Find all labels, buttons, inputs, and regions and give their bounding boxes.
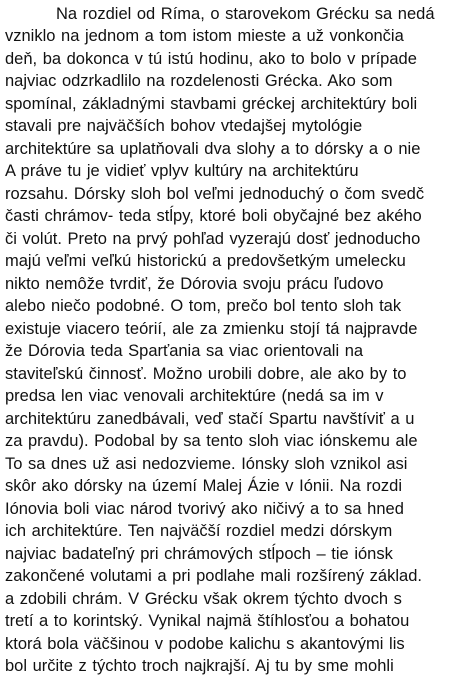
- text-line: alebo niečo podobné. O tom, prečo bol tento sloh tak: [5, 297, 402, 315]
- text-line: nikto nemôže tvrdiť, že Dórovia svoju prácu ľudovo: [5, 275, 384, 293]
- text-line: najviac odzrkadlilo na rozdelenosti Grécka. Ako som: [5, 72, 393, 90]
- text-line: rozsahu. Dórsky sloh bol veľmi jednoduchý o čom svedč: [5, 185, 425, 203]
- text-line: Iónovia boli viac národ tvorivý ako ničivý a to sa hned: [5, 500, 404, 518]
- text-line: skôr ako dórsky na území Malej Ázie v Iónii. Na rozdi: [5, 477, 402, 495]
- text-line: najviac badateľný pri chrámových stĺpoch – tie iónsk: [5, 545, 393, 563]
- text-line: existuje viacero teórií, ale za zmienku stojí tá najpravde: [5, 320, 418, 338]
- text-line: Na rozdiel od Ríma, o starovekom Grécku sa nedá: [56, 5, 435, 23]
- text-line: majú veľmi veľkú historickú a predovšetkým umelecku: [5, 252, 406, 270]
- text-line: To sa dnes už asi nedozvieme. Iónsky sloh vznikol asi: [5, 455, 408, 473]
- text-line: časti chrámov- teda stĺpy, ktoré boli obyčajné bez akého: [5, 207, 422, 225]
- text-line: A práve tu je vidieť vplyv kultúry na architektúru: [5, 162, 359, 180]
- text-line: spomínal, základnými stavbami gréckej architektúry boli: [5, 95, 418, 113]
- text-line: stavali pre najväčších bohov vtedajšej mytológie: [5, 117, 363, 135]
- text-line: zakončené volutami a pri podlahe mali rozšírený základ.: [5, 567, 422, 585]
- text-line: staviteľskú činnosť. Možno urobili dobre, ale ako by to: [5, 365, 407, 383]
- text-line: architektúru zanedbávali, veď stačí Spartu navštíviť a u: [5, 410, 415, 428]
- text-line: deň, ba dokonca v tú istú hodinu, ako to bolo v prípade: [5, 50, 417, 68]
- text-line: architektúre sa uplatňovali dva slohy a to dórsky a o nie: [5, 140, 421, 158]
- text-line: predsa len viac venovali architektúre (nedá sa im v: [5, 387, 384, 405]
- text-line: vzniklo na jednom a tom istom mieste a už vonkončia: [5, 27, 404, 45]
- text-line: že Dórovia teda Sparťania sa viac orientovali na: [5, 342, 364, 360]
- text-line: bol určite z týchto troch najkrajší. Aj tu by sme mohli: [5, 657, 394, 675]
- text-line: ktorá bola väčšinou v podobe kalichu s akantovými lis: [5, 635, 405, 653]
- text-line: za pravdu). Podobal by sa tento sloh viac iónskemu ale: [5, 432, 418, 450]
- text-line: a zdobili chrám. V Grécku však okrem týchto dvoch s: [5, 590, 402, 608]
- text-line: tretí a to korintský. Vynikal najmä štíhlosťou a bohatou: [5, 612, 410, 630]
- text-line: či volút. Preto na prvý pohľad vyzerajú dosť jednoducho: [5, 230, 421, 248]
- text-line: ich architektúre. Ten najväčší rozdiel medzi dórskym: [5, 522, 393, 540]
